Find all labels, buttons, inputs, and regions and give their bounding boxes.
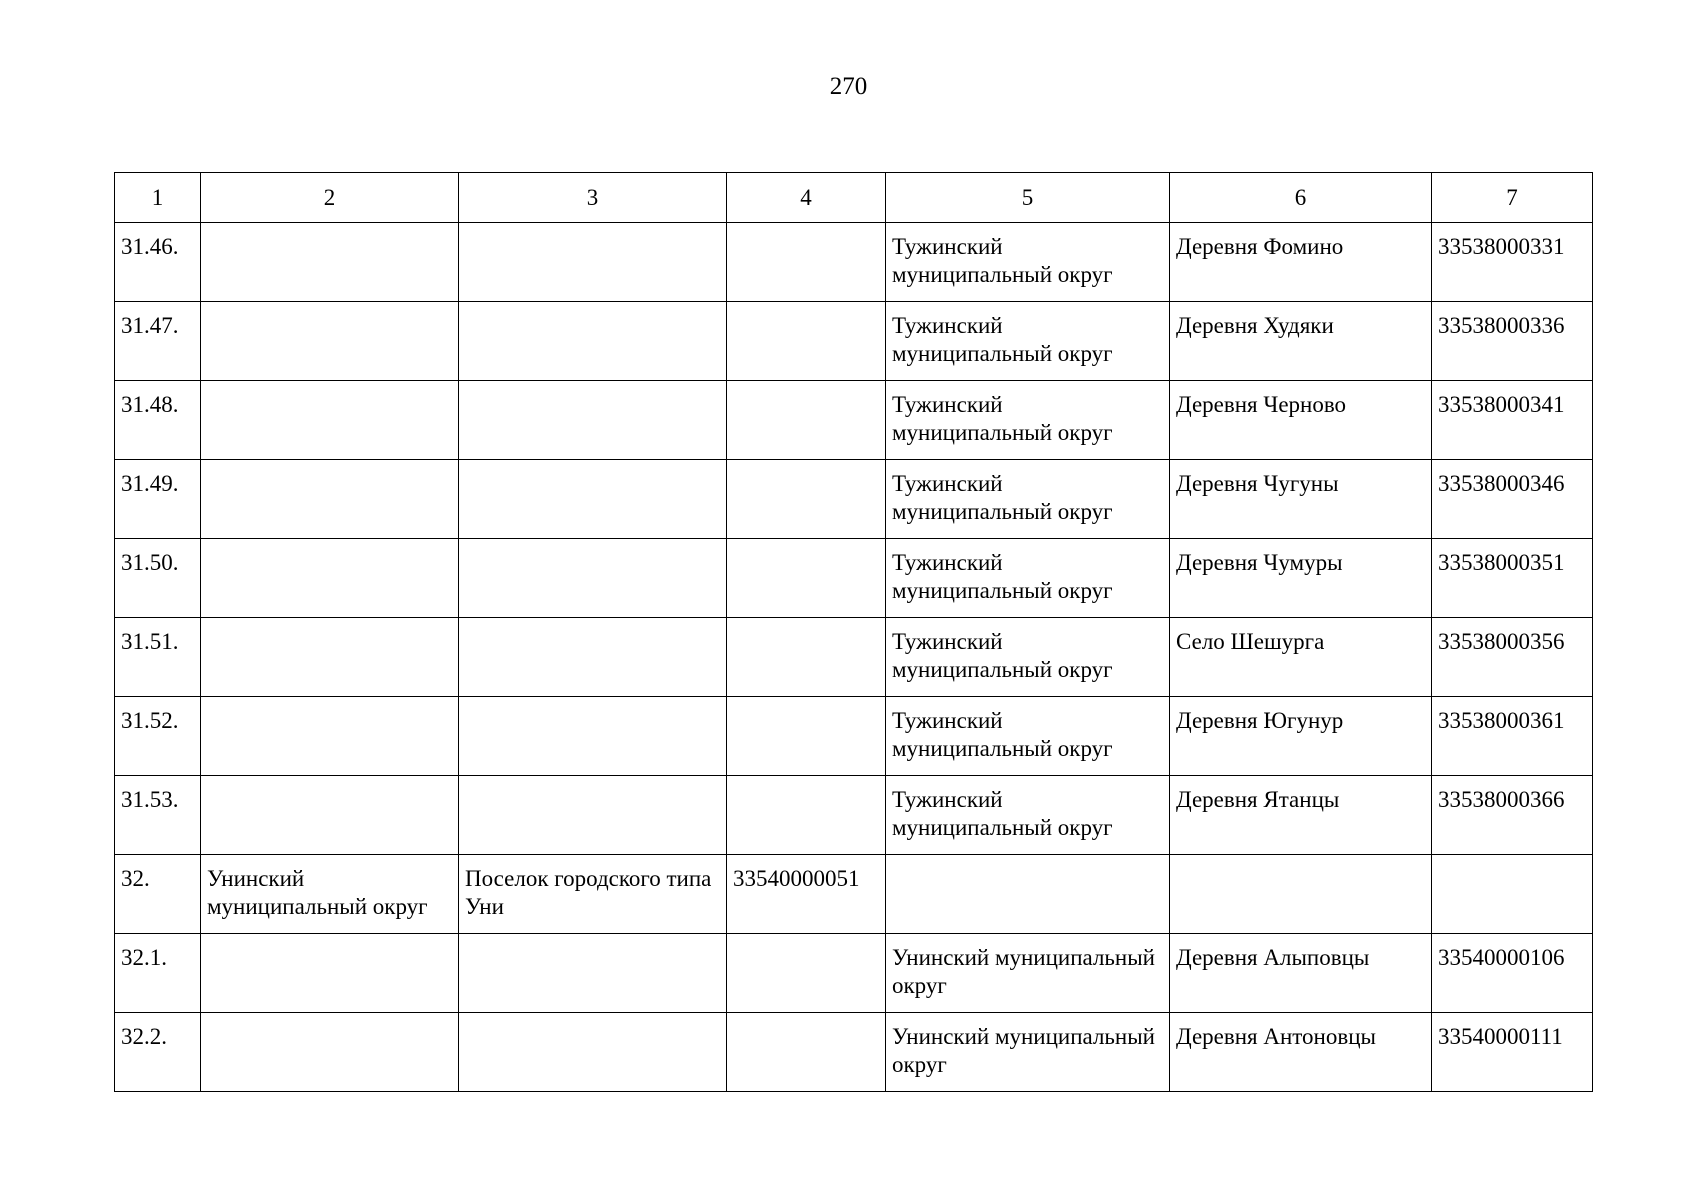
municipality-cell xyxy=(201,460,459,539)
admin-center-code-cell xyxy=(727,460,886,539)
admin-center-cell xyxy=(459,934,727,1013)
row-number-cell: 31.50. xyxy=(115,539,201,618)
municipality-cell xyxy=(201,697,459,776)
settlement-code-cell: 33538000331 xyxy=(1432,223,1593,302)
admin-center-cell xyxy=(459,776,727,855)
row-number-cell: 31.51. xyxy=(115,618,201,697)
column-header: 2 xyxy=(201,173,459,223)
settlement-cell: Село Шешурга xyxy=(1170,618,1432,697)
settlement-code-cell: 33538000346 xyxy=(1432,460,1593,539)
admin-center-cell xyxy=(459,697,727,776)
admin-center-cell xyxy=(459,223,727,302)
column-header: 7 xyxy=(1432,173,1593,223)
municipality-cell xyxy=(201,539,459,618)
table-row xyxy=(115,302,1593,381)
table-row xyxy=(115,934,1593,1013)
table-row xyxy=(115,618,1593,697)
column-header: 1 xyxy=(115,173,201,223)
district-cell: Тужинский муниципальный округ xyxy=(886,302,1170,381)
district-cell: Унинский муниципальный округ xyxy=(886,1013,1170,1092)
settlement-cell: Деревня Ятанцы xyxy=(1170,776,1432,855)
table-header-row xyxy=(115,173,1593,223)
admin-center-code-cell xyxy=(727,1013,886,1092)
admin-center-code-cell xyxy=(727,618,886,697)
settlement-code-cell: 33540000106 xyxy=(1432,934,1593,1013)
settlement-cell xyxy=(1170,855,1432,934)
admin-center-cell: Поселок городского типа Уни xyxy=(459,855,727,934)
municipality-cell xyxy=(201,223,459,302)
district-cell: Тужинский муниципальный округ xyxy=(886,776,1170,855)
row-number-cell: 31.49. xyxy=(115,460,201,539)
settlement-cell: Деревня Чугуны xyxy=(1170,460,1432,539)
admin-center-code-cell xyxy=(727,539,886,618)
district-cell: Тужинский муниципальный округ xyxy=(886,381,1170,460)
admin-center-cell xyxy=(459,381,727,460)
settlement-cell: Деревня Югунур xyxy=(1170,697,1432,776)
admin-center-code-cell xyxy=(727,934,886,1013)
admin-center-cell xyxy=(459,618,727,697)
settlements-table xyxy=(114,172,1593,1092)
row-number-cell: 32.2. xyxy=(115,1013,201,1092)
settlement-code-cell: 33538000351 xyxy=(1432,539,1593,618)
municipality-cell xyxy=(201,1013,459,1092)
settlement-code-cell: 33538000356 xyxy=(1432,618,1593,697)
district-cell: Тужинский муниципальный округ xyxy=(886,223,1170,302)
admin-center-cell xyxy=(459,1013,727,1092)
settlement-code-cell: 33538000366 xyxy=(1432,776,1593,855)
settlement-cell: Деревня Антоновцы xyxy=(1170,1013,1432,1092)
row-number-cell: 31.46. xyxy=(115,223,201,302)
admin-center-cell xyxy=(459,460,727,539)
admin-center-code-cell: 33540000051 xyxy=(727,855,886,934)
admin-center-code-cell xyxy=(727,302,886,381)
row-number-cell: 32. xyxy=(115,855,201,934)
municipality-cell: Унинский муниципальный округ xyxy=(201,855,459,934)
column-header: 4 xyxy=(727,173,886,223)
settlement-cell: Деревня Алыповцы xyxy=(1170,934,1432,1013)
settlement-cell: Деревня Чумуры xyxy=(1170,539,1432,618)
municipality-cell xyxy=(201,934,459,1013)
admin-center-cell xyxy=(459,539,727,618)
district-cell: Тужинский муниципальный округ xyxy=(886,539,1170,618)
table-row xyxy=(115,460,1593,539)
district-cell: Унинский муниципальный округ xyxy=(886,934,1170,1013)
admin-center-code-cell xyxy=(727,697,886,776)
admin-center-code-cell xyxy=(727,776,886,855)
settlement-cell: Деревня Черново xyxy=(1170,381,1432,460)
municipality-cell xyxy=(201,302,459,381)
page-number: 270 xyxy=(829,73,868,100)
row-number-cell: 32.1. xyxy=(115,934,201,1013)
municipality-cell xyxy=(201,381,459,460)
district-cell: Тужинский муниципальный округ xyxy=(886,618,1170,697)
table-row xyxy=(115,697,1593,776)
district-cell: Тужинский муниципальный округ xyxy=(886,460,1170,539)
table-row xyxy=(115,1013,1593,1092)
table-row xyxy=(115,855,1593,934)
row-number-cell: 31.53. xyxy=(115,776,201,855)
column-header: 6 xyxy=(1170,173,1432,223)
row-number-cell: 31.48. xyxy=(115,381,201,460)
column-header: 3 xyxy=(459,173,727,223)
settlement-code-cell: 33538000336 xyxy=(1432,302,1593,381)
settlement-cell: Деревня Фомино xyxy=(1170,223,1432,302)
settlement-code-cell: 33540000111 xyxy=(1432,1013,1593,1092)
admin-center-code-cell xyxy=(727,223,886,302)
row-number-cell: 31.47. xyxy=(115,302,201,381)
municipality-cell xyxy=(201,618,459,697)
admin-center-cell xyxy=(459,302,727,381)
admin-center-code-cell xyxy=(727,381,886,460)
table-row xyxy=(115,381,1593,460)
settlement-code-cell xyxy=(1432,855,1593,934)
settlement-code-cell: 33538000341 xyxy=(1432,381,1593,460)
municipality-cell xyxy=(201,776,459,855)
table-row xyxy=(115,539,1593,618)
district-cell: Тужинский муниципальный округ xyxy=(886,697,1170,776)
district-cell xyxy=(886,855,1170,934)
settlement-cell: Деревня Худяки xyxy=(1170,302,1432,381)
column-header: 5 xyxy=(886,173,1170,223)
row-number-cell: 31.52. xyxy=(115,697,201,776)
table-row xyxy=(115,776,1593,855)
settlement-code-cell: 33538000361 xyxy=(1432,697,1593,776)
table-row xyxy=(115,223,1593,302)
